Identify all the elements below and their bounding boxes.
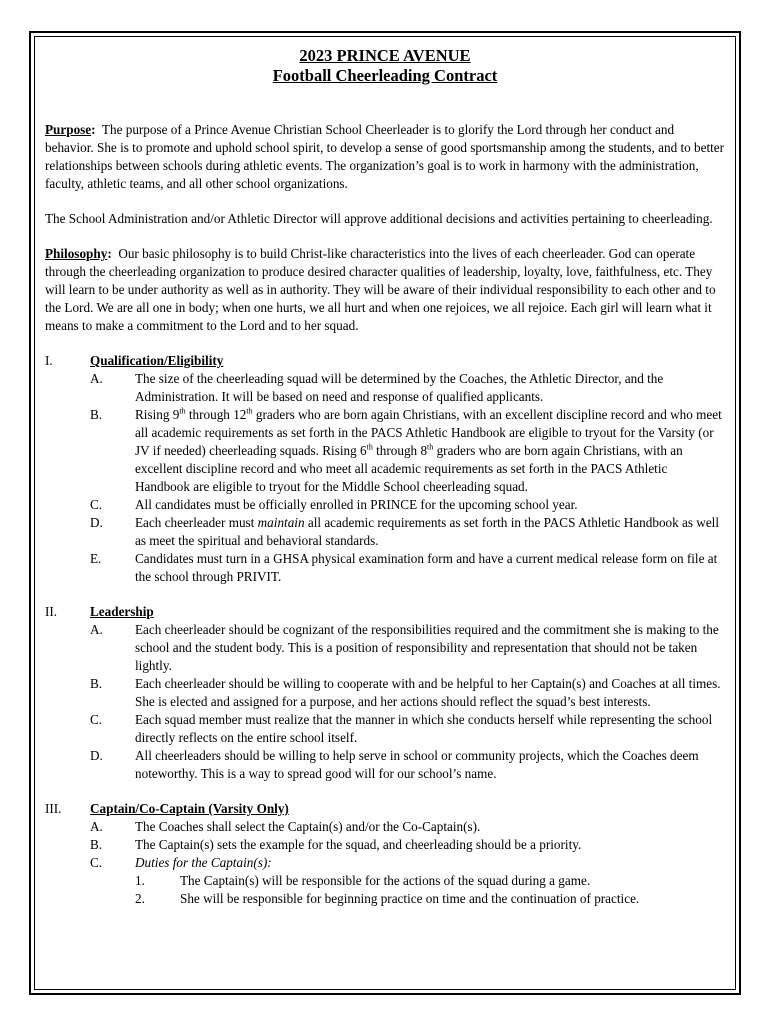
purpose-colon: :	[91, 122, 96, 137]
item-text-part: Each cheerleader must	[135, 515, 258, 530]
superscript: th	[366, 442, 373, 452]
philosophy-colon: :	[107, 246, 112, 261]
item-text: The Captain(s) sets the example for the squad, and cheerleading should be a priority.	[135, 837, 582, 852]
section-numeral: I.	[45, 353, 53, 368]
item-text-part: graders who are born again Christians, with an excellent discipline record and who meet all academic requirements as set forth in the PACS Athletic Handbook are eligible to tryout for the Middle School cheerleading squad.	[135, 443, 683, 494]
list-item	[45, 818, 725, 836]
section-title: Captain/Co-Captain (Varsity Only)	[90, 801, 289, 816]
item-text: Each cheerleader should be willing to cooperate with and be helpful to her Captain(s) and Coaches at all times. She is elected and assigned for a purpose, and her actions should reflect the squad’s best interests.	[135, 676, 721, 709]
philosophy-text: Our basic philosophy is to build Christ-like characteristics into the lives of each cheerleader. God can operate through the cheerleading organization to produce desired character qualities of leadership, loyalty, love, faithfulness, etc. They will learn to be under authority as well as in authority. They will be aware of their individual responsibility to each other and to the Lord. We are all one in body; when one hurts, we all hurt and when one rejoices, we all rejoice. Each girl will learn what it means to make a commitment to the Lord and to her squad.	[45, 246, 716, 333]
item-text: Candidates must turn in a GHSA physical examination form and have a current medical release form on file at the school through PRIVIT.	[135, 551, 718, 584]
superscript: th	[246, 406, 253, 416]
item-text-part: graders who are born again Christians, with an excellent discipline record and who meet all academic requirements as set forth in the PACS Athletic Handbook are eligible to tryout for the Varsity (or JV if needed) cheerleading squads. Rising 6	[135, 407, 722, 458]
purpose-paragraph	[45, 121, 725, 193]
section-title: Qualification/Eligibility	[90, 353, 224, 368]
item-letter: B.	[90, 676, 103, 691]
sub-item-text: She will be responsible for beginning practice on time and the continuation of practice.	[180, 891, 640, 906]
sub-item-number: 2.	[135, 891, 145, 906]
item-letter: D.	[90, 515, 103, 530]
item-text: Duties for the Captain(s):	[135, 855, 272, 870]
section-qualification	[45, 352, 725, 586]
sub-list-item	[45, 890, 725, 908]
list-item	[45, 621, 725, 675]
section-numeral: III.	[45, 801, 62, 816]
list-item	[45, 711, 725, 747]
item-letter: C.	[90, 712, 103, 727]
contract-document	[45, 46, 725, 908]
item-letter: C.	[90, 497, 103, 512]
purpose-text: The purpose of a Prince Avenue Christian School Cheerleader is to glorify the Lord through her conduct and behavior. She is to promote and uphold school spirit, to develop a sense of good sportsmanship among the students, and to better relationships between schools during athletic events. The organization’s goal is to work in harmony with the administration, faculty, athletic teams, and all other school organizations.	[45, 122, 725, 191]
list-item	[45, 854, 725, 872]
sub-item-text: The Captain(s) will be responsible for the actions of the squad during a game.	[180, 873, 591, 888]
list-item	[45, 370, 725, 406]
list-item	[45, 406, 725, 496]
item-letter: A.	[90, 622, 103, 637]
philosophy-label: Philosophy	[45, 246, 108, 261]
item-text: The size of the cheerleading squad will be determined by the Coaches, the Athletic Director, and the Administration. It will be based on need and response of qualified applicants.	[135, 371, 664, 404]
title-line-2: Football Cheerleading Contract	[272, 66, 498, 85]
philosophy-paragraph	[45, 245, 725, 335]
item-text-part: all academic requirements as set forth in the PACS Athletic Handbook as well as meet the spiritual and behavioral standards.	[135, 515, 720, 548]
section-captain	[45, 800, 725, 908]
superscript: th	[427, 442, 434, 452]
list-item	[45, 550, 725, 586]
item-letter: C.	[90, 855, 103, 870]
section-title: Leadership	[90, 604, 154, 619]
item-letter: A.	[90, 819, 103, 834]
admin-paragraph: The School Administration and/or Athletic Director will approve additional decisions and activities pertaining to cheerleading.	[45, 211, 713, 226]
list-item	[45, 496, 725, 514]
sub-item-number: 1.	[135, 873, 145, 888]
section-numeral: II.	[45, 604, 58, 619]
item-letter: E.	[90, 551, 102, 566]
item-text-part: Rising 9	[135, 407, 180, 422]
item-letter: A.	[90, 371, 103, 386]
item-letter: B.	[90, 837, 103, 852]
item-letter: D.	[90, 748, 103, 763]
superscript: th	[179, 406, 186, 416]
item-text: All cheerleaders should be willing to help serve in school or community projects, which the Coaches deem noteworthy. This is a way to spread good will for our school’s name.	[135, 748, 699, 781]
item-text: Each cheerleader should be cognizant of the responsibilities required and the commitment she is making to the school and the student body. This is a position of responsibility and representation that should not be taken lightly.	[135, 622, 719, 673]
item-text: The Coaches shall select the Captain(s) and/or the Co-Captain(s).	[135, 819, 481, 834]
document-title	[45, 46, 725, 86]
item-text-part: through 8	[372, 443, 428, 458]
list-item	[45, 747, 725, 783]
list-item	[45, 675, 725, 711]
item-text: Each squad member must realize that the manner in which she conducts herself while representing the school directly reflects on the entire school itself.	[135, 712, 713, 745]
list-item	[45, 836, 725, 854]
emphasis-text: maintain	[257, 515, 305, 530]
purpose-label: Purpose	[45, 122, 92, 137]
item-text-part: through 12	[185, 407, 247, 422]
sub-list-item	[45, 872, 725, 890]
section-leadership	[45, 603, 725, 783]
item-letter: B.	[90, 407, 103, 422]
item-text: All candidates must be officially enrolled in PRINCE for the upcoming school year.	[135, 497, 578, 512]
title-line-1: 2023 PRINCE AVENUE	[299, 46, 471, 65]
list-item	[45, 514, 725, 550]
